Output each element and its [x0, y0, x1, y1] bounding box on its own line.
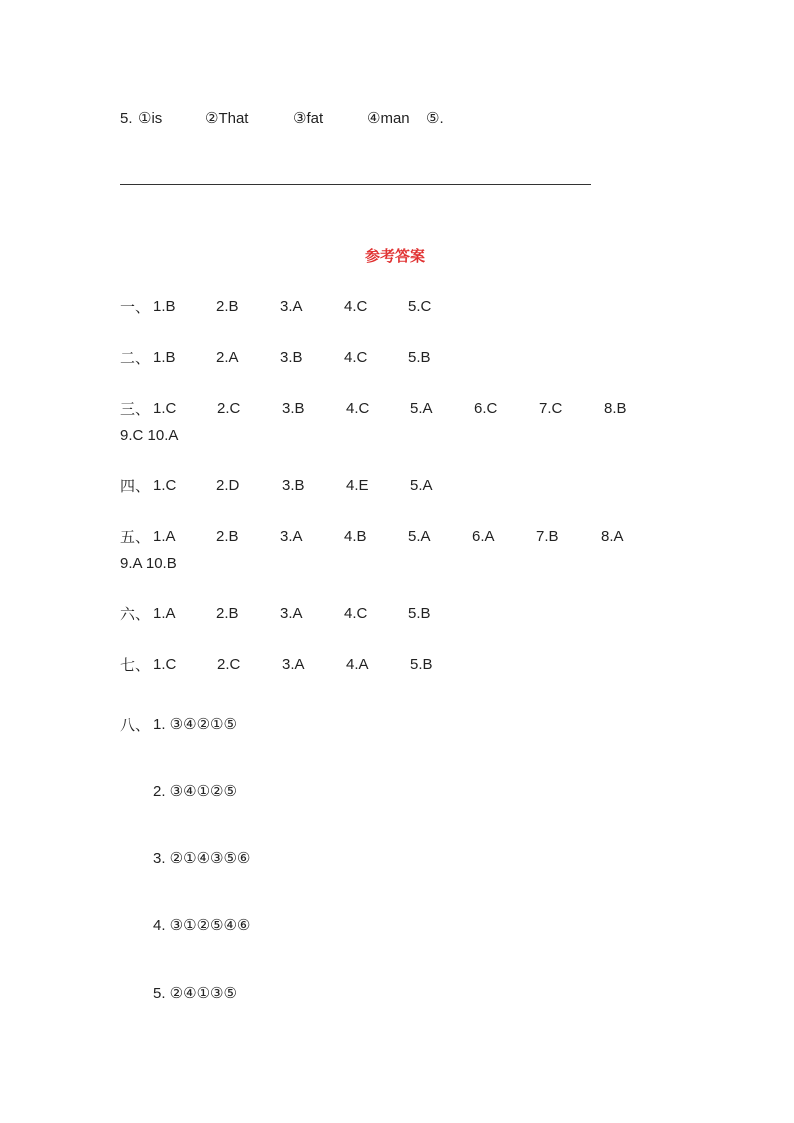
answer-item: 1.C [153, 400, 177, 417]
answer-item: 2.A [216, 349, 239, 366]
answer-item: 8.B [604, 400, 627, 417]
word-option: ③fat [293, 110, 324, 127]
answer-item: 4.E [346, 477, 369, 494]
answer-item: 5.A [408, 528, 431, 545]
answer-item: 2.B [216, 605, 239, 622]
section-heading: 五、 [120, 528, 151, 546]
answer-item: 4.A [346, 656, 369, 673]
answer-item: 3.A [282, 656, 305, 673]
answer-item: 3.A [280, 528, 303, 545]
answer-item: 5.A [410, 400, 433, 417]
answer-item: 2.B [216, 298, 239, 315]
word-option: ④man [367, 110, 410, 127]
answer-item: 1.C [153, 477, 177, 494]
order-answer: 4. ③①②⑤④⑥ [153, 917, 251, 934]
answer-item: 6.C [474, 400, 498, 417]
section-heading: 六、 [120, 605, 151, 623]
answer-item: 4.B [344, 528, 367, 545]
answer-item: 4.C [346, 400, 370, 417]
section-heading: 八、 [120, 716, 151, 734]
answer-item: 1.C [153, 656, 177, 673]
answer-item: 2.D [216, 477, 240, 494]
question-number: 5. [120, 110, 133, 127]
answer-item: 7.C [539, 400, 563, 417]
answer-item: 5.B [408, 349, 431, 366]
answer-item: 4.C [344, 298, 368, 315]
answer-item: 3.B [282, 477, 305, 494]
order-answer: 2. ③④①②⑤ [153, 783, 237, 800]
section-heading: 一、 [120, 298, 151, 316]
answer-title: 参考答案 [365, 247, 426, 265]
section-heading: 七、 [120, 656, 151, 674]
word-option: ⑤. [426, 110, 444, 127]
answer-item: 4.C [344, 349, 368, 366]
answer-item: 1.B [153, 298, 176, 315]
answer-item: 5.C [408, 298, 432, 315]
answer-item: 3.B [282, 400, 305, 417]
answer-item: 3.A [280, 298, 303, 315]
answer-item: 5.A [410, 477, 433, 494]
word-option: ②That [205, 110, 249, 127]
section-heading: 三、 [120, 400, 151, 418]
answer-item: 5.B [408, 605, 431, 622]
answer-wrap-line: 9.A 10.B [120, 555, 177, 572]
answer-wrap-line: 9.C 10.A [120, 427, 179, 444]
section-heading: 二、 [120, 349, 151, 367]
answer-item: 8.A [601, 528, 624, 545]
answer-item: 2.C [217, 656, 241, 673]
word-option: ①is [138, 110, 163, 127]
order-answer: 5. ②④①③⑤ [153, 985, 237, 1002]
answer-item: 4.C [344, 605, 368, 622]
answer-item: 3.A [280, 605, 303, 622]
order-answer: 3. ②①④③⑤⑥ [153, 850, 251, 867]
answer-item: 5.B [410, 656, 433, 673]
answer-item: 1.A [153, 605, 176, 622]
order-answer: 1. ③④②①⑤ [153, 716, 237, 733]
answer-item: 6.A [472, 528, 495, 545]
answer-item: 1.A [153, 528, 176, 545]
section-heading: 四、 [120, 477, 151, 495]
answer-item: 3.B [280, 349, 303, 366]
answer-blank-line [120, 184, 591, 185]
answer-item: 1.B [153, 349, 176, 366]
answer-item: 2.B [216, 528, 239, 545]
answer-item: 7.B [536, 528, 559, 545]
answer-item: 2.C [217, 400, 241, 417]
